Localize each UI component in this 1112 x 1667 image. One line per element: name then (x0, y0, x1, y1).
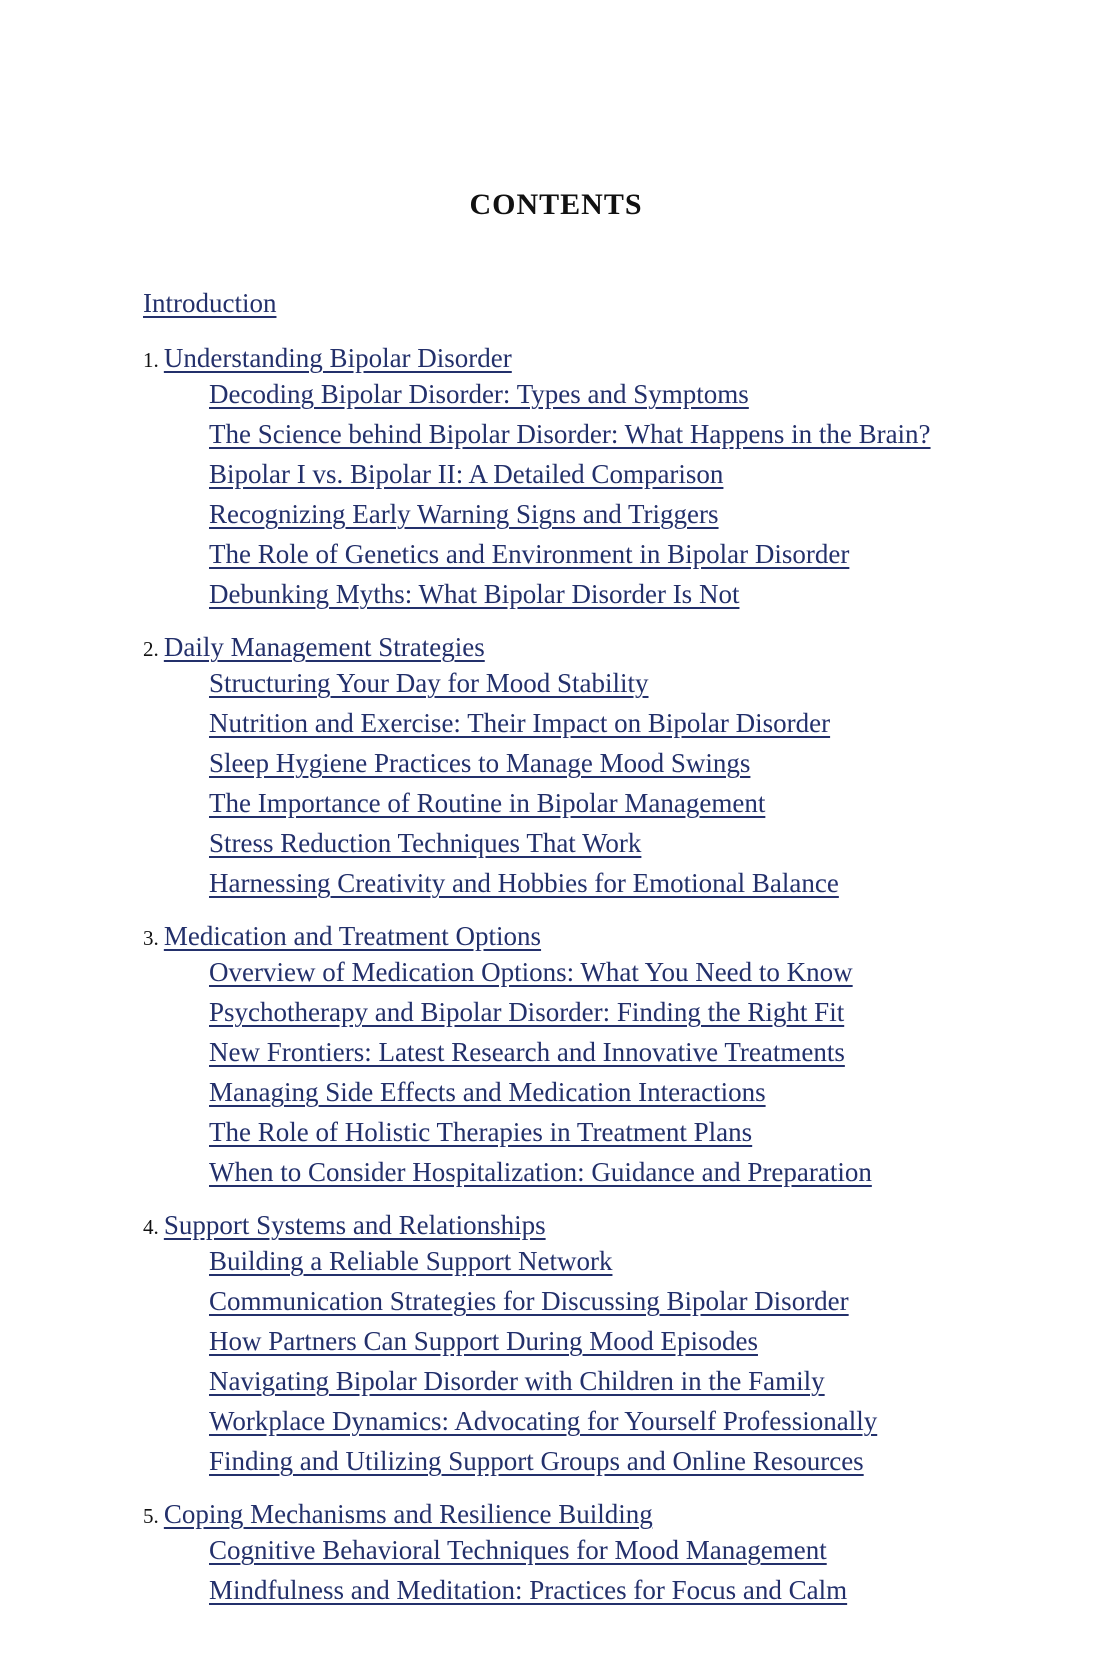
toc-section-list (143, 1532, 1043, 1612)
toc-link-section[interactable]: Navigating Bipolar Disorder with Children in the Family (209, 1366, 825, 1396)
toc-section-item (209, 536, 1005, 576)
chapter-number: 1. (143, 348, 159, 372)
toc-link-chapter[interactable]: Medication and Treatment Options (163, 921, 542, 951)
toc-link-section[interactable]: The Importance of Routine in Bipolar Management (209, 788, 766, 818)
toc-link-section[interactable]: The Science behind Bipolar Disorder: What Happens in the Brain? (209, 419, 931, 449)
toc-link-section[interactable]: Mindfulness and Meditation: Practices for Focus and Calm (209, 1575, 848, 1605)
toc-link-introduction[interactable]: Introduction (143, 288, 277, 318)
toc-chapter (143, 918, 1043, 1194)
table-of-contents (143, 286, 1043, 1625)
toc-section-item (209, 1403, 1005, 1443)
chapter-number: 3. (143, 926, 159, 950)
toc-section-item (209, 376, 1005, 416)
toc-section-item (209, 1034, 1005, 1074)
toc-section-item (209, 785, 1005, 825)
toc-link-section[interactable]: Recognizing Early Warning Signs and Triggers (209, 499, 719, 529)
toc-section-item (209, 705, 1005, 745)
toc-link-section[interactable]: Stress Reduction Techniques That Work (209, 828, 642, 858)
toc-link-section[interactable]: The Role of Holistic Therapies in Treatment Plans (209, 1117, 753, 1147)
toc-section-item (209, 1363, 1005, 1403)
toc-section-item (209, 865, 1005, 905)
toc-link-section[interactable]: Psychotherapy and Bipolar Disorder: Finding the Right Fit (209, 997, 845, 1027)
toc-link-section[interactable]: Workplace Dynamics: Advocating for Yourself Professionally (209, 1406, 878, 1436)
toc-link-section[interactable]: Decoding Bipolar Disorder: Types and Symptoms (209, 379, 749, 409)
toc-chapter-heading (143, 918, 1043, 954)
toc-link-section[interactable]: Harnessing Creativity and Hobbies for Emotional Balance (209, 868, 839, 898)
toc-section-item (209, 825, 1005, 865)
toc-section-item (209, 1074, 1005, 1114)
toc-section-list (143, 1243, 1043, 1483)
toc-chapter (143, 340, 1043, 616)
toc-link-section[interactable]: Building a Reliable Support Network (209, 1246, 613, 1276)
toc-link-chapter[interactable]: Support Systems and Relationships (163, 1210, 546, 1240)
toc-link-section[interactable]: Cognitive Behavioral Techniques for Mood Management (209, 1535, 827, 1565)
toc-section-item (209, 496, 1005, 536)
toc-chapter (143, 629, 1043, 905)
page-title: CONTENTS (469, 188, 643, 221)
toc-chapter-heading (143, 1207, 1043, 1243)
toc-link-section[interactable]: Bipolar I vs. Bipolar II: A Detailed Comparison (209, 459, 724, 489)
toc-section-list (143, 665, 1043, 905)
toc-section-item (209, 456, 1005, 496)
toc-chapter-heading (143, 340, 1043, 376)
toc-link-section[interactable]: The Role of Genetics and Environment in Bipolar Disorder (209, 539, 850, 569)
toc-section-item (209, 1154, 1005, 1194)
toc-section-item (209, 994, 1005, 1034)
toc-section-item (209, 416, 1005, 456)
toc-section-item (209, 576, 1005, 616)
toc-section-item (209, 665, 1005, 705)
toc-link-section[interactable]: Debunking Myths: What Bipolar Disorder Is Not (209, 579, 740, 609)
toc-link-section[interactable]: Overview of Medication Options: What You Need to Know (209, 957, 853, 987)
toc-section-item (209, 1243, 1005, 1283)
toc-section-item (209, 954, 1005, 994)
toc-section-item (209, 1572, 1005, 1612)
toc-link-section[interactable]: Finding and Utilizing Support Groups and Online Resources (209, 1446, 864, 1476)
toc-link-section[interactable]: Managing Side Effects and Medication Interactions (209, 1077, 766, 1107)
toc-chapter (143, 1496, 1043, 1612)
toc-link-section[interactable]: Structuring Your Day for Mood Stability (209, 668, 649, 698)
toc-section-item (209, 1443, 1005, 1483)
toc-section-item (209, 1323, 1005, 1363)
chapter-number: 4. (143, 1215, 159, 1239)
toc-link-section[interactable]: Nutrition and Exercise: Their Impact on Bipolar Disorder (209, 708, 831, 738)
toc-section-item (209, 1283, 1005, 1323)
toc-link-section[interactable]: Communication Strategies for Discussing Bipolar Disorder (209, 1286, 849, 1316)
toc-link-section[interactable]: New Frontiers: Latest Research and Innovative Treatments (209, 1037, 845, 1067)
toc-chapter (143, 1207, 1043, 1483)
toc-link-chapter[interactable]: Understanding Bipolar Disorder (163, 343, 512, 373)
toc-section-list (143, 376, 1043, 616)
toc-link-chapter[interactable]: Daily Management Strategies (163, 632, 485, 662)
toc-chapter-heading (143, 1496, 1043, 1532)
toc-section-item (209, 1532, 1005, 1572)
toc-section-item (209, 1114, 1005, 1154)
toc-section-item (209, 745, 1005, 785)
toc-introduction-row (143, 286, 1043, 320)
chapter-number: 2. (143, 637, 159, 661)
toc-link-chapter[interactable]: Coping Mechanisms and Resilience Building (163, 1499, 653, 1529)
toc-link-section[interactable]: How Partners Can Support During Mood Episodes (209, 1326, 758, 1356)
toc-section-list (143, 954, 1043, 1194)
chapter-number: 5. (143, 1504, 159, 1528)
toc-chapter-heading (143, 629, 1043, 665)
toc-link-section[interactable]: Sleep Hygiene Practices to Manage Mood Swings (209, 748, 751, 778)
toc-link-section[interactable]: When to Consider Hospitalization: Guidance and Preparation (209, 1157, 872, 1187)
